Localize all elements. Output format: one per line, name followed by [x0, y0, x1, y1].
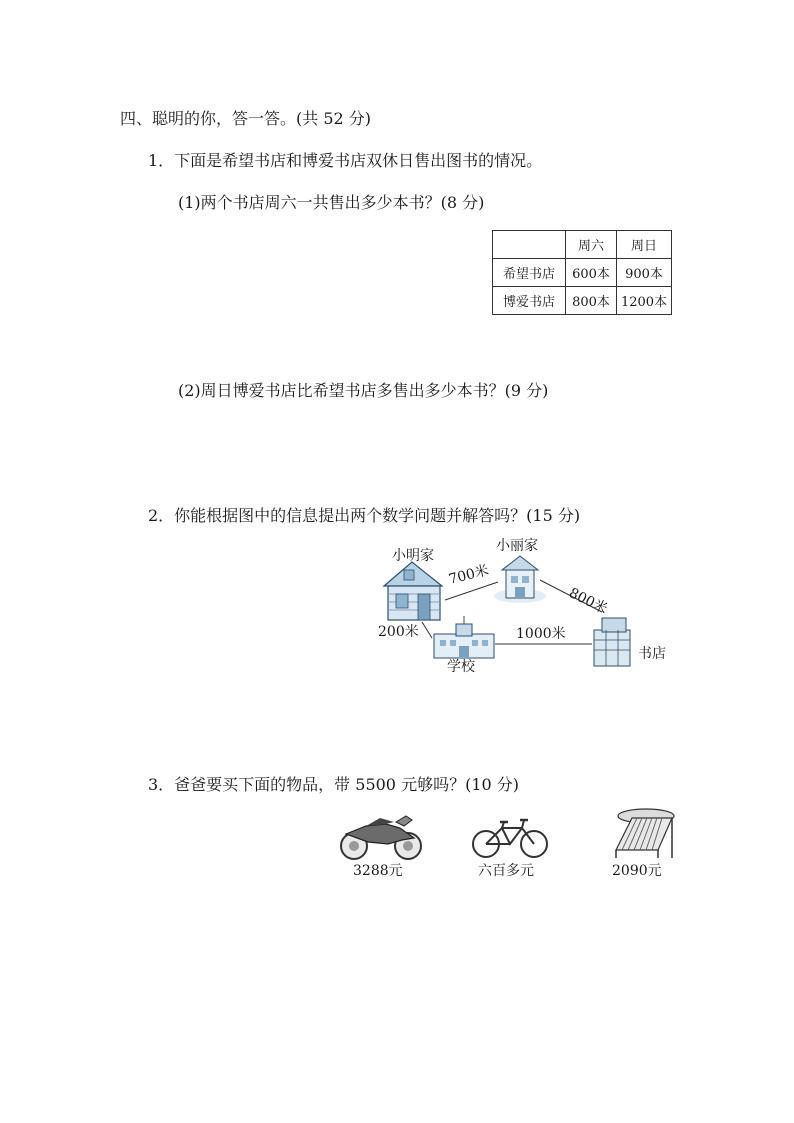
table-cell: 希望书店 [493, 259, 566, 287]
table-cell: 900本 [617, 259, 672, 287]
bicycle-icon [470, 814, 550, 860]
section-title: 四、聪明的你，答一答。(共 52 分) [120, 109, 372, 128]
sales-table [492, 230, 672, 315]
table-cell: 800本 [566, 287, 617, 315]
school-icon [434, 616, 494, 658]
table-header-row [493, 231, 672, 259]
table-header-cell: 周六 [566, 231, 617, 259]
log-cabin-icon [384, 562, 442, 620]
route-map [370, 530, 700, 680]
question-3-stem: 3．爸爸要买下面的物品，带 5500 元够吗？(10 分) [148, 775, 520, 794]
bookstore-label: 书店 [638, 646, 666, 662]
table-row [493, 287, 672, 315]
bookstore-building-icon [594, 618, 630, 666]
xiaoming-home-label: 小明家 [392, 548, 434, 564]
table-cell: 博爱书店 [493, 287, 566, 315]
question-1-part-2: (2)周日博爱书店比希望书店多售出多少本书？(9 分) [178, 381, 549, 400]
table-header-cell: 周日 [617, 231, 672, 259]
table-cell: 600本 [566, 259, 617, 287]
motorcycle-icon [336, 812, 426, 862]
distance-label: 200米 [378, 624, 419, 640]
solar-water-heater-icon [606, 806, 678, 860]
table-cell: 1200本 [617, 287, 672, 315]
question-2-stem: 2．你能根据图中的信息提出两个数学问题并解答吗？(15 分) [148, 506, 581, 525]
distance-label: 1000米 [516, 626, 566, 642]
school-label: 学校 [447, 659, 475, 675]
solar-heater-price: 2090元 [612, 863, 662, 879]
distance-label: 800米 [566, 585, 610, 618]
distance-label: 700米 [447, 562, 491, 588]
motorcycle-price: 3288元 [353, 863, 403, 879]
xiaoli-home-label: 小丽家 [496, 538, 538, 554]
house-icon [494, 556, 546, 603]
bicycle-price: 六百多元 [478, 863, 534, 879]
table-row [493, 259, 672, 287]
question-1-stem: 1．下面是希望书店和博爱书店双休日售出图书的情况。 [148, 151, 543, 170]
table-header-cell [493, 231, 566, 259]
road-xiaoming-school [422, 622, 432, 638]
question-1-part-1: (1)两个书店周六一共售出多少本书？(8 分) [178, 193, 485, 212]
